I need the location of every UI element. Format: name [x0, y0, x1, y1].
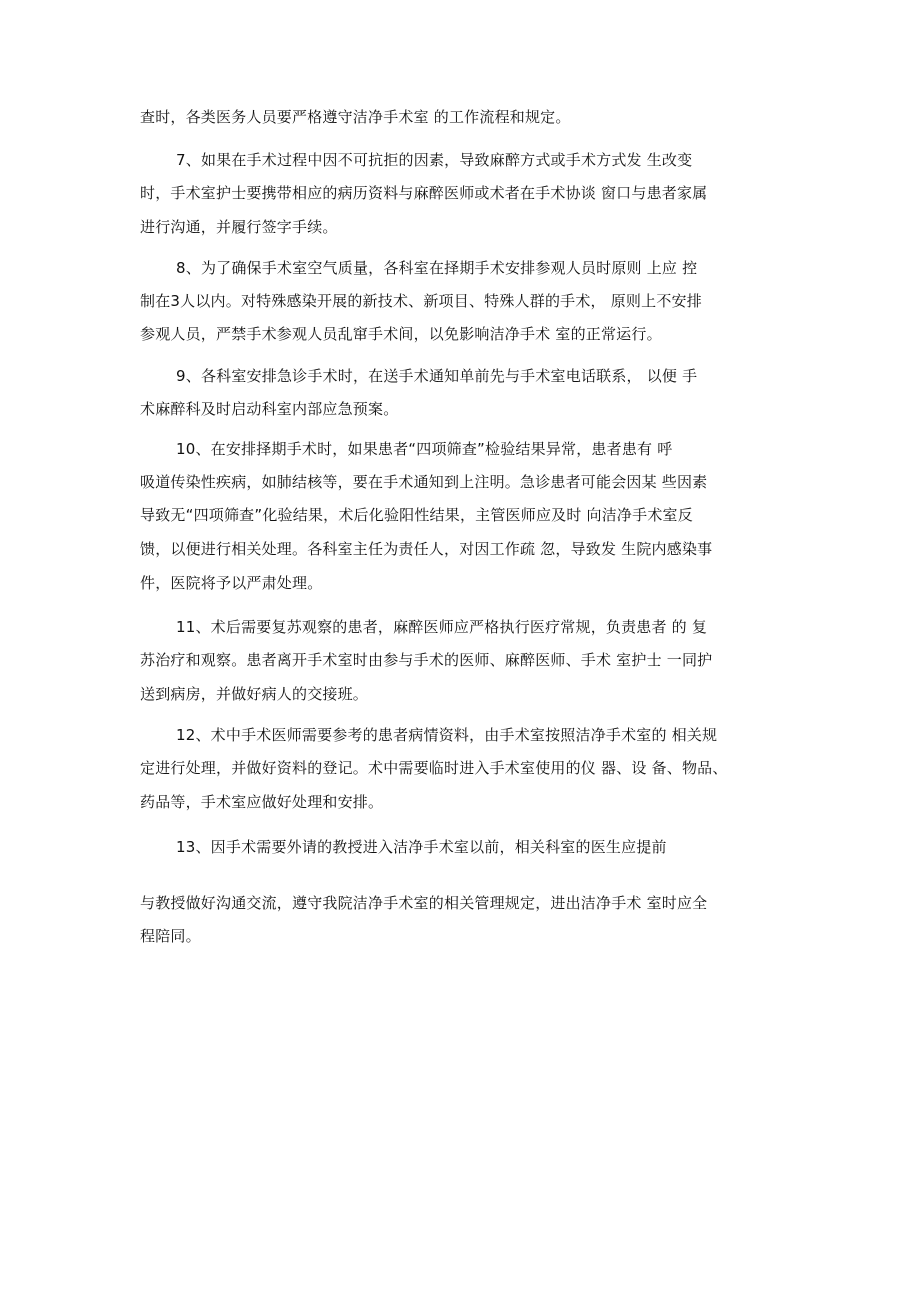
- text-line: 9、各科室安排急诊手术时，在送手术通知单前先与手术室电话联系， 以便 手: [176, 367, 698, 385]
- text-line: 程陪同。: [140, 927, 201, 945]
- text-line: 12、术中手术医师需要参考的患者病情资料，由手术室按照洁净手术室的 相关规: [176, 726, 718, 744]
- text-line: 查时，各类医务人员要严格遵守洁净手术室 的工作流程和规定。: [140, 108, 571, 126]
- text-line: 药品等，手术室应做好处理和安排。: [140, 793, 384, 811]
- text-line: 与教授做好沟通交流，遵守我院洁净手术室的相关管理规定，进出洁净手术 室时应全: [140, 894, 708, 912]
- text-line: 时，手术室护士要携带相应的病历资料与麻醉医师或术者在手术协谈 窗口与患者家属: [140, 184, 708, 202]
- text-line: 定进行处理，并做好资料的登记。术中需要临时进入手术室使用的仪 器、设 备、物品、: [140, 759, 728, 777]
- text-line: 进行沟通，并履行签字手续。: [140, 218, 338, 236]
- text-line: 吸道传染性疾病，如肺结核等，要在手术通知到上注明。急诊患者可能会因某 些因素: [140, 473, 708, 491]
- text-line: 导致无“四项筛查”化验结果，术后化验阳性结果，主管医师应及时 向洁净手术室反: [140, 506, 693, 524]
- text-line: 制在3人以内。对特殊感染开展的新技术、新项目、特殊人群的手术， 原则上不安排: [140, 292, 702, 310]
- text-line: 8、为了确保手术室空气质量，各科室在择期手术安排参观人员时原则 上应 控: [176, 259, 698, 277]
- text-line: 10、在安排择期手术时，如果患者“四项筛查”检验结果异常，患者患有 呼: [176, 440, 673, 458]
- text-line: 13、因手术需要外请的教授进入洁净手术室以前，相关科室的医生应提前: [176, 838, 667, 856]
- text-line: 苏治疗和观察。患者离开手术室时由参与手术的医师、麻醉医师、手术 室护士 一同护: [140, 651, 713, 669]
- text-line: 送到病房，并做好病人的交接班。: [140, 685, 369, 703]
- text-line: 术麻醉科及时启动科室内部应急预案。: [140, 400, 399, 418]
- text-line: 馈，以便进行相关处理。各科室主任为责任人，对因工作疏 忽，导致发 生院内感染事: [140, 540, 713, 558]
- text-line: 件，医院将予以严肃处理。: [140, 574, 323, 592]
- text-line: 7、如果在手术过程中因不可抗拒的因素，导致麻醉方式或手术方式发 生改变: [176, 151, 693, 169]
- text-line: 参观人员，严禁手术参观人员乱窜手术间，以免影响洁净手术 室的正常运行。: [140, 325, 662, 343]
- text-line: 11、术后需要复苏观察的患者，麻醉医师应严格执行医疗常规，负责患者 的 复: [176, 618, 708, 636]
